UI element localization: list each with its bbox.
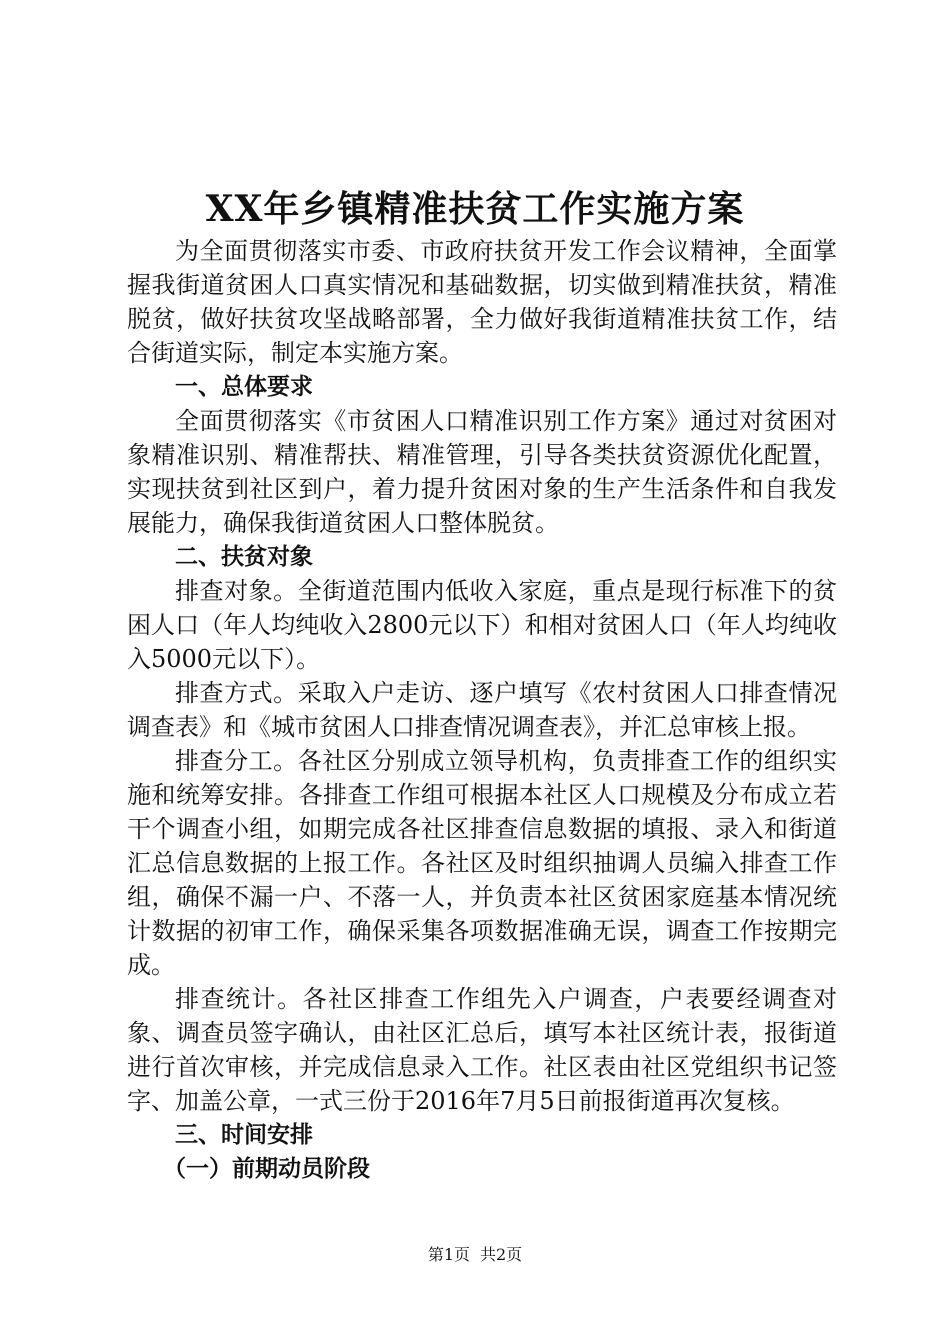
page-total: 共2页 xyxy=(480,1245,523,1264)
survey-statistics-paragraph: 排查统计。各社区排查工作组先入户调查，户表要经调查对象、调查员签字确认，由社区汇总后，填写本社区统计表，报街道进行首次审核，并完成信息录入工作。社区表由社区党组织书记签字、加盖公章，一式三份于2016年7月5日前报街道再次复核。 xyxy=(127,985,837,1115)
intro-paragraph: 为全面贯彻落实市委、市政府扶贫开发工作会议精神，全面掌握我街道贫困人口真实情况和基础数据，切实做到精准扶贫，精准脱贫，做好扶贫攻坚战略部署，全力做好我街道精准扶贫工作，结合街道实际，制定本实施方案。 xyxy=(127,237,837,367)
section-heading-targets: 二、扶贫对象 xyxy=(175,544,313,570)
page-number: 第1页 xyxy=(427,1245,470,1264)
document-title: XX年乡镇精准扶贫工作实施方案 xyxy=(205,188,745,230)
section-heading-general-requirements: 一、总体要求 xyxy=(175,374,313,400)
page-footer xyxy=(0,1244,950,1266)
survey-targets-paragraph: 排查对象。全街道范围内低收入家庭，重点是现行标准下的贫困人口（年人均纯收入2800元以下）和相对贫困人口（年人均纯收入5000元以下）。 xyxy=(127,577,837,673)
section-heading-schedule: 三、时间安排 xyxy=(175,1122,313,1148)
survey-division-paragraph: 排查分工。各社区分别成立领导机构，负责排查工作的组织实施和统筹安排。各排查工作组可根据本社区人口规模及分布成立若干个调查小组，如期完成各社区排查信息数据的填报、录入和街道汇总信息数据的上报工作。各社区及时组织抽调人员编入排查工作组，确保不漏一户、不落一人，并负责本社区贫困家庭基本情况统计数据的初审工作，确保采集各项数据准确无误，调查工作按期完成。 xyxy=(127,747,837,979)
general-requirements-paragraph: 全面贯彻落实《市贫困人口精准识别工作方案》通过对贫困对象精准识别、精准帮扶、精准管理，引导各类扶贫资源优化配置，实现扶贫到社区到户，着力提升贫困对象的生产生活条件和自我发展能力，确保我街道贫困人口整体脱贫。 xyxy=(127,407,837,537)
subsection-heading-mobilization: （一）前期动员阶段 xyxy=(163,1156,370,1182)
document-body xyxy=(127,234,837,1186)
survey-method-paragraph: 排查方式。采取入户走访、逐户填写《农村贫困人口排查情况调查表》和《城市贫困人口排查情况调查表》，并汇总审核上报。 xyxy=(127,679,837,741)
